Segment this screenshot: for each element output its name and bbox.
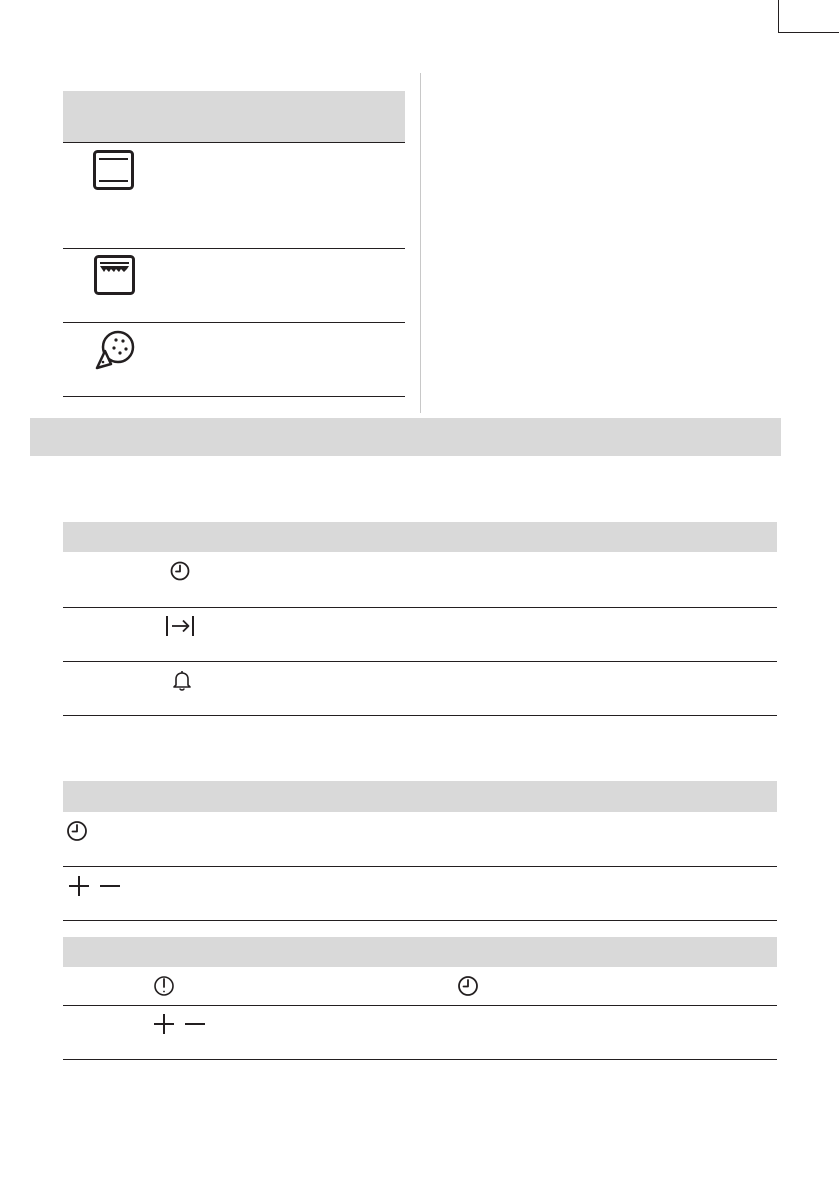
pizza-icon: [94, 329, 136, 371]
clock-icon: [457, 975, 479, 997]
minus-icon: [184, 1013, 206, 1035]
table-bottom-rule: [63, 1059, 777, 1060]
changing-time-header: [63, 937, 777, 967]
table-bottom-rule: [63, 715, 777, 716]
clock-icon: [170, 561, 190, 581]
table-bottom-rule: [63, 920, 777, 921]
table-row-divider: [63, 142, 405, 143]
setting-time-header: [63, 781, 777, 812]
plus-icon: [68, 875, 90, 897]
section-heading-band: [30, 418, 781, 456]
crop-mark-horizontal: [779, 32, 839, 33]
table-row-divider: [63, 322, 405, 323]
clock-functions-header: [63, 522, 777, 552]
clock-display-icon: [153, 975, 175, 997]
oven-conventional-cooking-icon: [93, 150, 135, 190]
duration-arrow-icon: [165, 614, 197, 638]
column-separator: [420, 73, 421, 413]
clock-icon: [66, 820, 88, 842]
table-row-divider: [63, 248, 405, 249]
oven-bottom-heat-icon: [94, 255, 136, 295]
table-row-divider: [63, 661, 777, 662]
minus-icon: [99, 875, 121, 897]
plus-icon: [153, 1013, 175, 1035]
table-row-divider: [63, 866, 777, 867]
table-row-divider: [63, 1005, 777, 1006]
table-bottom-rule: [63, 396, 405, 397]
bell-icon: [172, 670, 192, 692]
table-row-divider: [63, 607, 777, 608]
heating-functions-header: [63, 91, 405, 142]
crop-mark-vertical: [778, 0, 779, 33]
